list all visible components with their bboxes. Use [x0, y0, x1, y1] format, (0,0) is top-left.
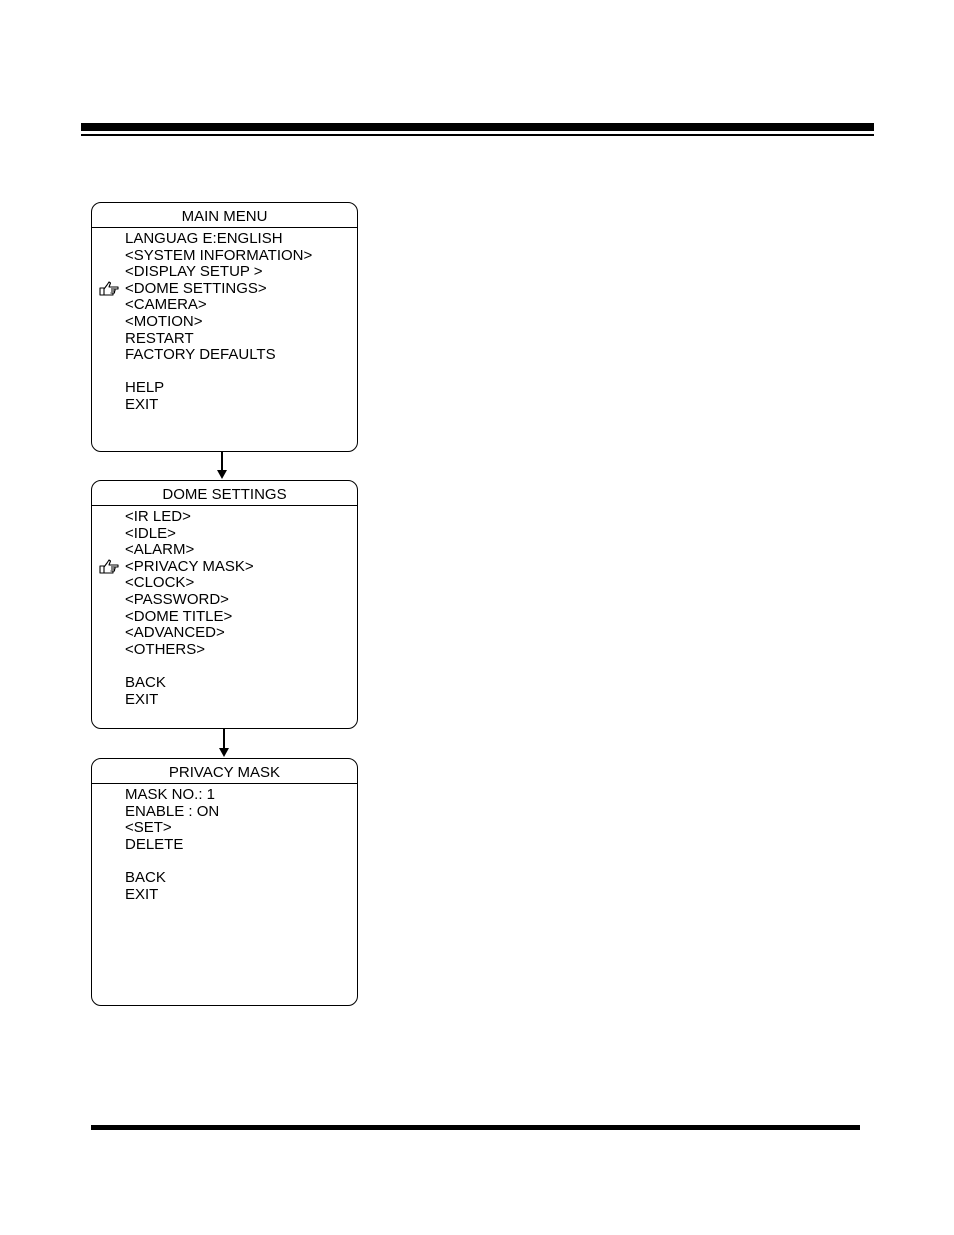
arrow-down-icon	[218, 729, 230, 758]
menu-item[interactable]	[92, 625, 357, 642]
menu-item[interactable]	[92, 281, 357, 298]
menu-item-label: <CLOCK>	[125, 574, 195, 592]
menu-item[interactable]	[92, 887, 357, 904]
privacy-mask-box	[91, 758, 358, 1006]
main-menu-items	[92, 228, 357, 414]
menu-item-label: BACK	[125, 673, 166, 691]
pointing-hand-icon	[99, 559, 119, 575]
menu-item[interactable]	[92, 820, 357, 837]
menu-item-label: ENABLE : ON	[125, 802, 220, 820]
menu-item-label: <DOME SETTINGS>	[125, 279, 267, 297]
menu-item-label: RESTART	[125, 329, 194, 347]
menu-item-label: EXIT	[125, 690, 159, 708]
menu-item-label: BACK	[125, 868, 166, 886]
menu-item[interactable]	[92, 231, 357, 248]
menu-item[interactable]	[92, 248, 357, 265]
menu-item-label: <DOME TITLE>	[125, 607, 233, 625]
menu-item-label: EXIT	[125, 885, 159, 903]
menu-item[interactable]	[92, 870, 357, 887]
menu-item[interactable]	[92, 642, 357, 659]
footer-rule	[91, 1125, 860, 1130]
menu-item	[92, 853, 357, 870]
menu-item[interactable]	[92, 397, 357, 414]
menu-item-label: <ALARM>	[125, 541, 195, 559]
menu-item-label: <IDLE>	[125, 524, 176, 542]
menu-item-label: <CAMERA>	[125, 296, 207, 314]
privacy-mask-items	[92, 784, 357, 903]
menu-item[interactable]	[92, 526, 357, 543]
menu-item-label: FACTORY DEFAULTS	[125, 346, 276, 364]
menu-item-label: EXIT	[125, 395, 159, 413]
menu-item[interactable]	[92, 297, 357, 314]
privacy-mask-title: PRIVACY MASK	[92, 759, 357, 784]
menu-item-label: <MOTION>	[125, 312, 203, 330]
header-rule-thick	[81, 123, 874, 131]
menu-item[interactable]	[92, 331, 357, 348]
menu-item-label: <OTHERS>	[125, 640, 206, 658]
menu-item	[92, 364, 357, 381]
menu-item[interactable]	[92, 692, 357, 709]
menu-item-label: <PRIVACY MASK>	[125, 557, 254, 575]
menu-item-label: <ADVANCED>	[125, 624, 225, 642]
menu-item[interactable]	[92, 559, 357, 576]
menu-item[interactable]	[92, 264, 357, 281]
dome-settings-items	[92, 506, 357, 708]
menu-item[interactable]	[92, 787, 357, 804]
menu-item[interactable]	[92, 542, 357, 559]
header-rule-thin	[81, 134, 874, 136]
menu-item-label: DELETE	[125, 835, 184, 853]
menu-item[interactable]	[92, 609, 357, 626]
menu-item-label: <SYSTEM INFORMATION>	[125, 246, 313, 264]
menu-item-label: HELP	[125, 379, 165, 397]
menu-item[interactable]	[92, 804, 357, 821]
menu-item[interactable]	[92, 675, 357, 692]
main-menu-box	[91, 202, 358, 452]
dome-settings-title: DOME SETTINGS	[92, 481, 357, 506]
menu-item[interactable]	[92, 575, 357, 592]
menu-item	[92, 658, 357, 675]
menu-item[interactable]	[92, 380, 357, 397]
main-menu-title: MAIN MENU	[92, 203, 357, 228]
menu-item[interactable]	[92, 837, 357, 854]
arrow-down-icon	[216, 452, 228, 480]
menu-item[interactable]	[92, 509, 357, 526]
menu-item-label: <DISPLAY SETUP >	[125, 263, 263, 281]
menu-item[interactable]	[92, 592, 357, 609]
menu-item[interactable]	[92, 347, 357, 364]
dome-settings-box	[91, 480, 358, 729]
pointing-hand-icon	[99, 281, 119, 297]
menu-item-label: MASK NO.: 1	[125, 786, 216, 803]
menu-item-label: <IR LED>	[125, 508, 191, 525]
menu-item-label: <SET>	[125, 819, 172, 837]
menu-item-label: LANGUAG E:ENGLISH	[125, 230, 283, 247]
menu-item[interactable]	[92, 314, 357, 331]
menu-item-label: <PASSWORD>	[125, 590, 229, 608]
